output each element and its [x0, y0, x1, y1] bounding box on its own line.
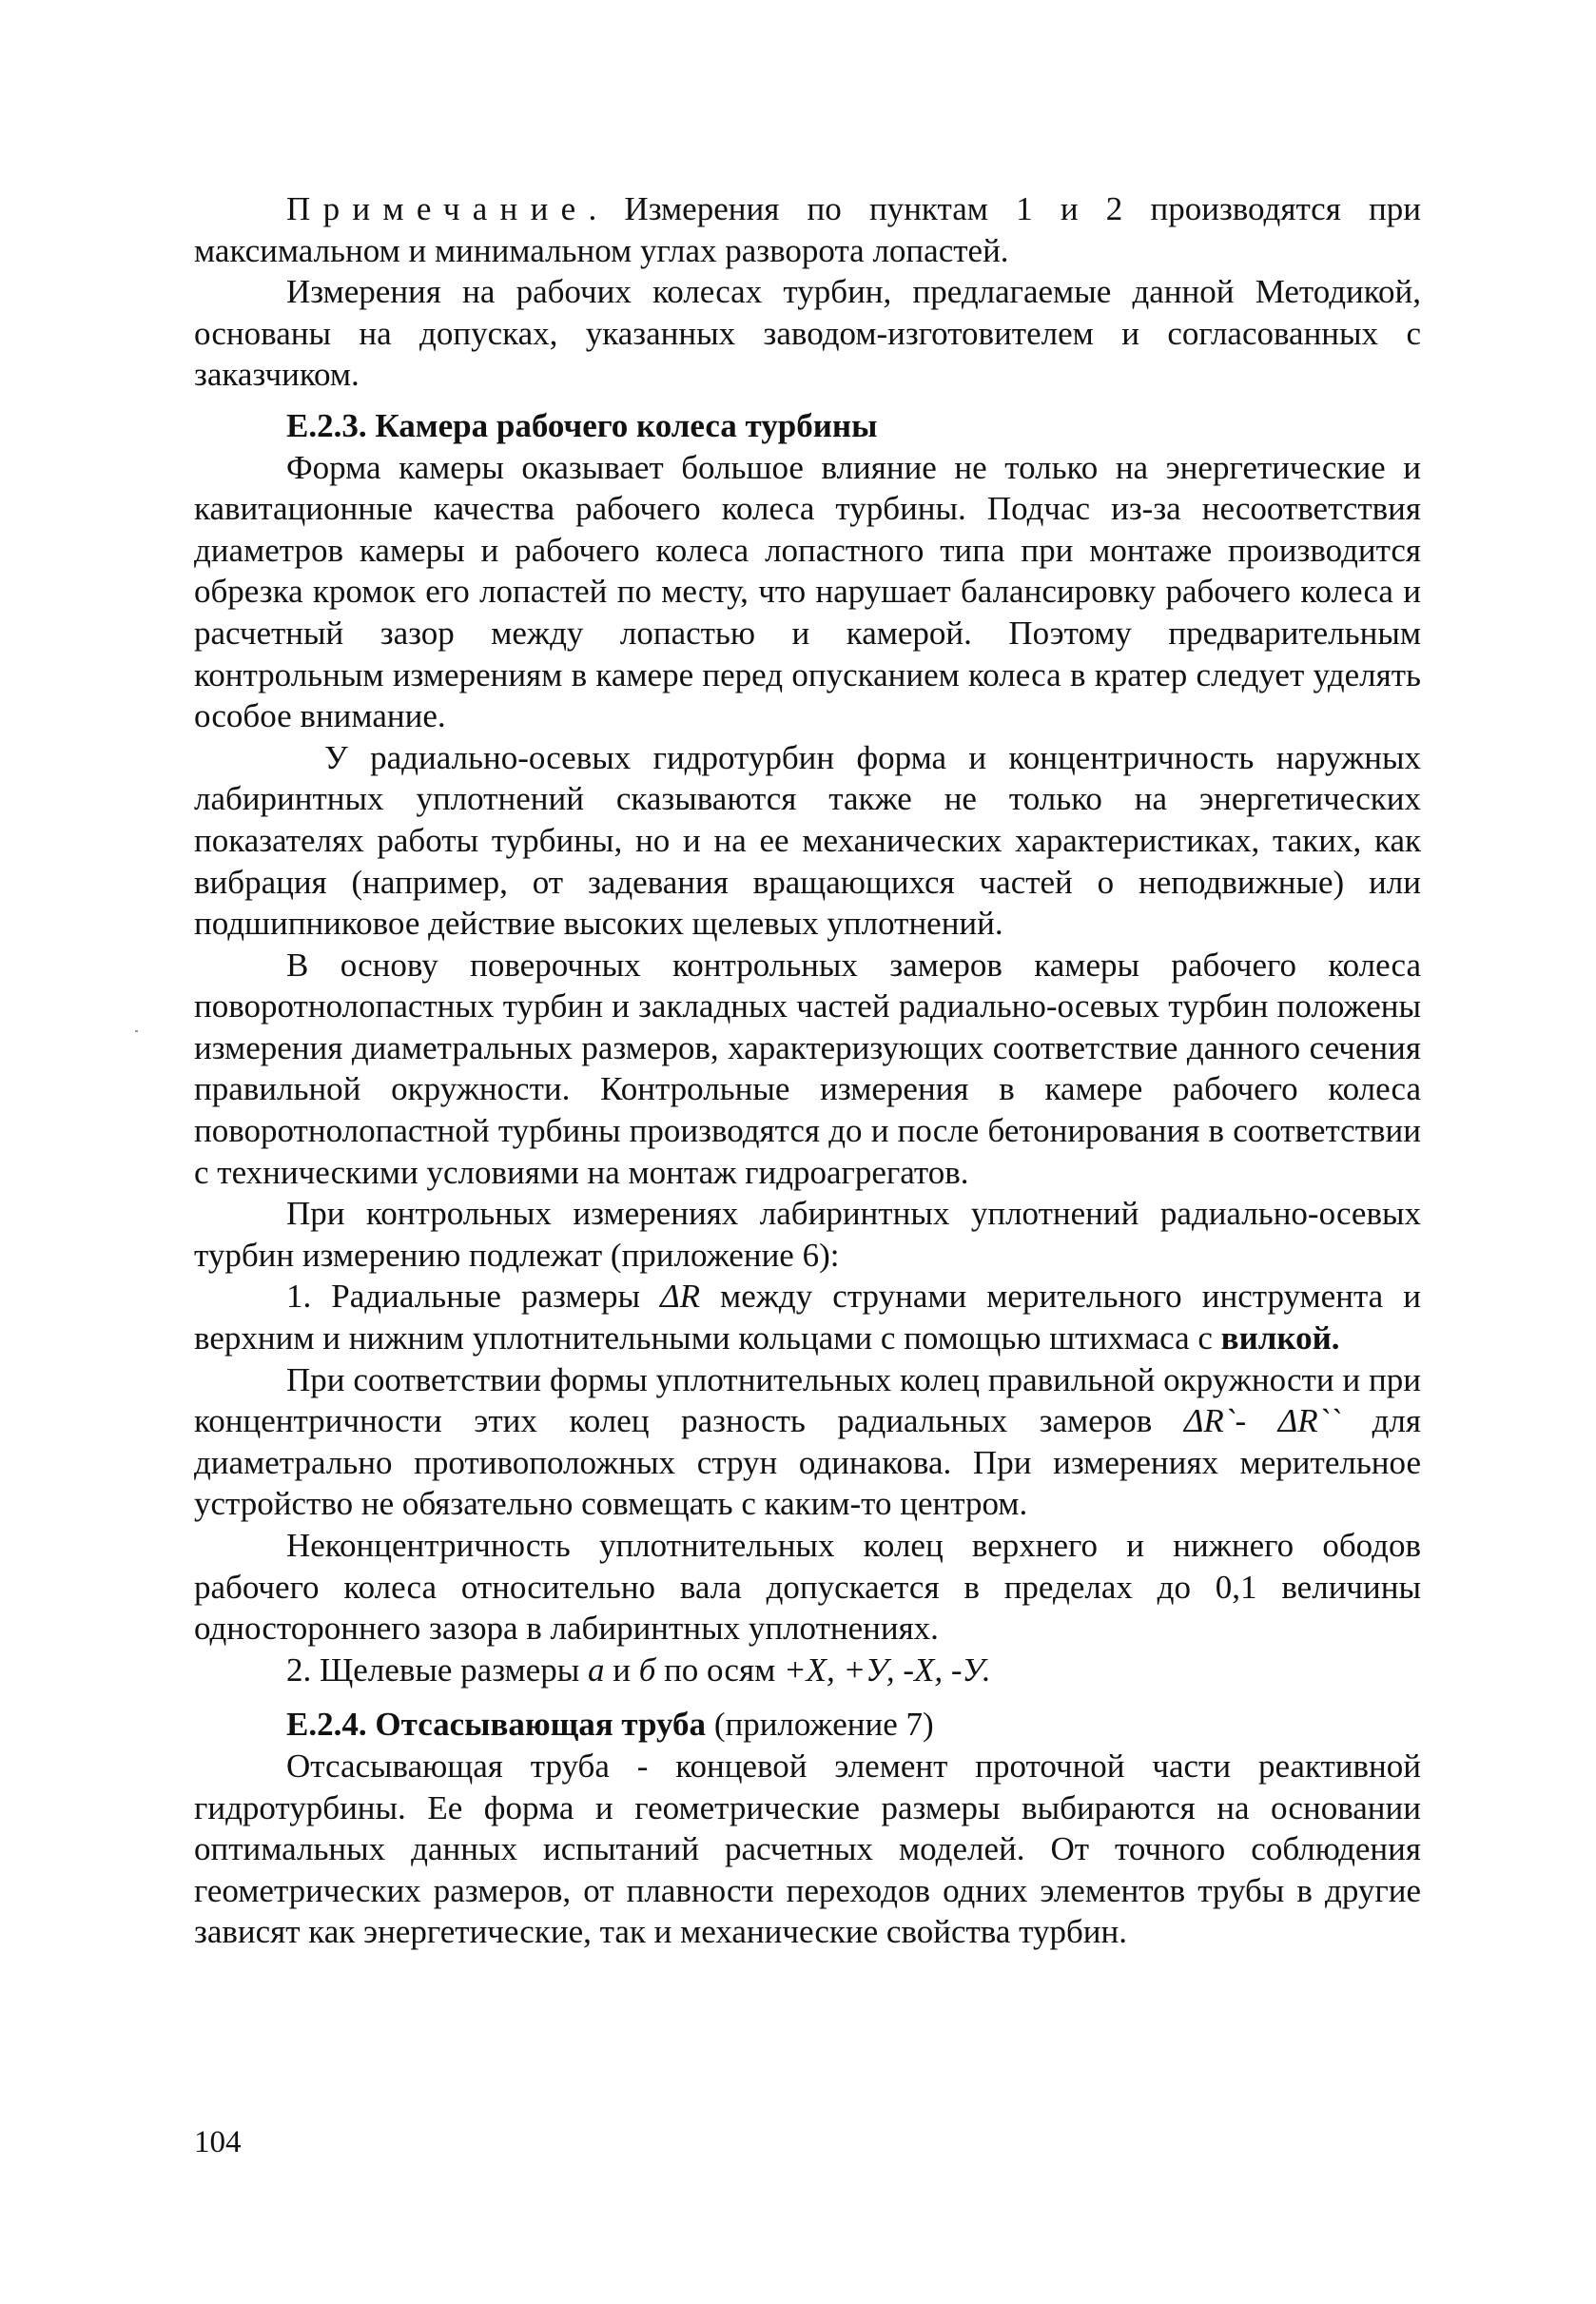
e24-paragraph-1: Отсасывающая труба - концевой элемент проточной части реактивной гидротурбины. Ее форма и геометрические размеры выбираются на основании оптимальных данных испытаний расчетных моделей. От точного соблюдения геометрических размеров, от плавности переходов одних элементов трубы в другие зависят как энергетические, так и механические свойства турбин.: [194, 1747, 1421, 1951]
e23-paragraph-3: В основу поверочных контрольных замеров камеры рабочего колеса поворотнолопастных турбин и закладных частей радиально-осевых турбин положены измерения диаметральных размеров, характеризующих соответствие данного сечения правильной окружности. Контрольные измерения в камере рабочего колеса поворотнолопастной турбины производятся до и после бетонирования в соответствии с техническими условиями на монтаж гидроагрегатов.: [194, 946, 1421, 1191]
list-item-1: [194, 1276, 1421, 1358]
paragraph-text: для диаметрально противоположных струн одинакова. При измерениях мерительное устройство не обязательно совмещать с каким-то центром.: [194, 1402, 1421, 1523]
symbol-b: б: [638, 1650, 656, 1689]
section-heading-e24: [194, 1704, 1421, 1746]
section-heading-e24-note: (приложение 7): [706, 1706, 934, 1744]
list-item-text: между струнами мерительного инструмента и верхним и нижним уплотнительными кольцами с помощью штихмаса с: [194, 1278, 1421, 1357]
e23-paragraph-2: У радиально-осевых гидротурбин форма и концентричность наружных лабиринтных уплотнений сказываются также не только на энергетических показателях работы турбины, но и на ее механических характеристиках, таких, как вибрация (например, от задевания вращающихся частей о неподвижные) или подшипниковое действие высоких щелевых уплотнений.: [194, 738, 1421, 943]
section-heading-e24-title: Е.2.4. Отсасывающая труба: [286, 1706, 707, 1744]
axes-symbols: +X, +У, -X, -У.: [783, 1650, 991, 1689]
note-paragraph: [194, 188, 1421, 271]
list-item-2: [194, 1650, 1421, 1691]
page-body: [194, 188, 1421, 1953]
list-item-text: Радиальные размеры: [311, 1278, 661, 1316]
page-number: 104: [194, 2125, 242, 2159]
e23-paragraph-1: Форма камеры оказывает большое влияние не только на энергетические и кавитационные качества рабочего колеса турбины. Подчас из-за несоответствия диаметров камеры и рабочего колеса лопастного типа при монтаже производится обрезка кромок его лопастей по месту, что нарушает балансировку рабочего колеса и расчетный зазор между лопастью и камерой. Поэтому предварительным контрольным измерениям в камере перед опусканием колеса в кратер следует уделять особое внимание.: [194, 448, 1421, 735]
e23-paragraph-5: [194, 1359, 1421, 1525]
note-label: Примечание: [286, 190, 589, 227]
e23-paragraph-6: Неконцентричность уплотнительных колец верхнего и нижнего ободов рабочего колеса относительно вала допускается в пределах до 0,1 величины одностороннего зазора в лабиринтных уплотнениях.: [194, 1527, 1421, 1648]
paragraph-text: При соответствии формы уплотнительных колец правильной окружности и при концентричности этих колец разность радиальных замеров: [194, 1360, 1421, 1440]
symbol-a: а: [587, 1650, 605, 1689]
scan-artifact: [135, 1030, 138, 1032]
list-item-text: 2. Щелевые размеры: [286, 1650, 588, 1689]
intro-paragraph: Измерения на рабочих колесах турбин, предлагаемые данной Методикой, основаны на допусках, указанных заводом-изготовителем и согласованных с заказчиком.: [194, 273, 1421, 394]
delta-r-difference-symbol: ΔR`- ΔR``: [1183, 1402, 1340, 1440]
list-item-text: по осям: [655, 1650, 784, 1689]
list-item-number: 1.: [286, 1278, 312, 1316]
list-item-bold-word: вилкой.: [1220, 1319, 1340, 1357]
delta-r-symbol: ΔR: [660, 1278, 700, 1316]
list-item-text: и: [604, 1650, 639, 1689]
e23-paragraph-4: При контрольных измерениях лабиринтных уплотнений радиально-осевых турбин измерению подлежат (приложение 6):: [194, 1195, 1421, 1274]
note-text: . Измерения по пунктам 1 и 2 производятся при максимальном и минимальном углах разворота лопастей.: [194, 190, 1421, 269]
section-heading-e23: Е.2.3. Камера рабочего колеса турбины: [286, 406, 878, 444]
